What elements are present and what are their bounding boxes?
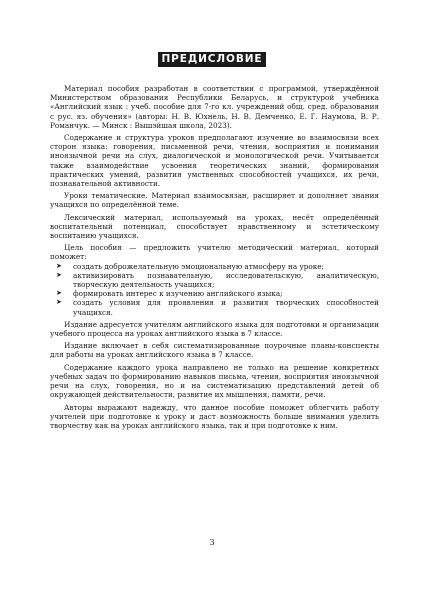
list-item (50, 271, 379, 289)
paragraph-lexical-material: Лексический материал, используемый на уроках, несёт определённый воспитательный потенциал, способствует нравственному и эстетическому воспитанию учащихся. (50, 212, 379, 241)
list-item-text: создать условия для проявления и развития творческих способностей учащихся. (73, 298, 379, 317)
arrowhead-bullet-icon: ➤ (56, 261, 62, 270)
list-item (50, 289, 379, 298)
list-item (50, 262, 379, 271)
goal-list (50, 262, 379, 317)
paragraph-lesson-plans: Издание включает в себя систематизированные поурочные планы-конспекты для работы на уроках английского языка в 7 классе. (50, 341, 379, 360)
paragraph-program: Материал пособия разработан в соответствии с программой, утверждённой Министерством образования Республики Беларусь, и структурой учебника «Английский язык : учеб. пособие для 7-го кл. учреждений общ. сред. образования с рус. яз. обучения» (авторы: Н. В. Юхнель, Н. В. Демченко, Е. Г. Наумова, В. Р. Романчук. — Минск : Вышэйшая школа, 2023). (50, 84, 379, 130)
arrowhead-bullet-icon: ➤ (56, 289, 62, 298)
paragraph-lesson-content: Содержание каждого урока направлено не только на решение конкретных учебных задач по формированию навыков письма, чтения, восприятия иноязычной речи на слух, говорения, но и на систематизацию представлений детей об окружающей действительности, развитие их мышления, памяти, речи. (50, 362, 379, 400)
paragraph-thematic-lessons: Уроки тематические. Материал взаимосвязан, расширяет и дополняет знания учащихся по определённой теме. (50, 191, 379, 210)
arrowhead-bullet-icon: ➤ (56, 270, 62, 279)
preface-body (50, 84, 379, 430)
section-heading (0, 47, 424, 67)
section-title: ПРЕДИСЛОВИЕ (158, 52, 265, 67)
paragraph-authors-hope: Авторы выражают надежду, что данное пособие поможет облегчить работу учителей при подготовке к уроку и даст возможность больше внимания уделить творчеству как на уроках английского языка, так и при подготовке к ним. (50, 402, 379, 430)
paragraph-content-structure: Содержание и структура уроков предполагают изучение во взаимосвязи всех сторон языка: говорения, письменной речи, чтения, восприятия и понимания иноязычной речи на слух, диалогической и монологической речи. Учитывается также взаимодействие усвоения теоретических знаний, формирования практических умений, развития умственных способностей учащихся, их речи, познавательной активности. (50, 133, 379, 189)
list-item-text: создать доброжелательную эмоциональную атмосферу на уроке; (73, 261, 324, 271)
paragraph-goal: Цель пособия — предложить учителю методический материал, который поможет: (50, 243, 379, 262)
list-item-text: активизировать познавательную, исследовательскую, аналитическую, творческую деятельность учащихся; (73, 270, 379, 290)
list-item (50, 298, 379, 316)
paragraph-audience: Издание адресуется учителям английского языка для подготовки и организации учебного процесса на уроках английского языка в 7 классе. (50, 319, 379, 339)
list-item-text: формировать интерес к изучению английского языка; (73, 289, 283, 299)
page-number: 3 (209, 538, 215, 547)
arrowhead-bullet-icon: ➤ (56, 298, 62, 307)
